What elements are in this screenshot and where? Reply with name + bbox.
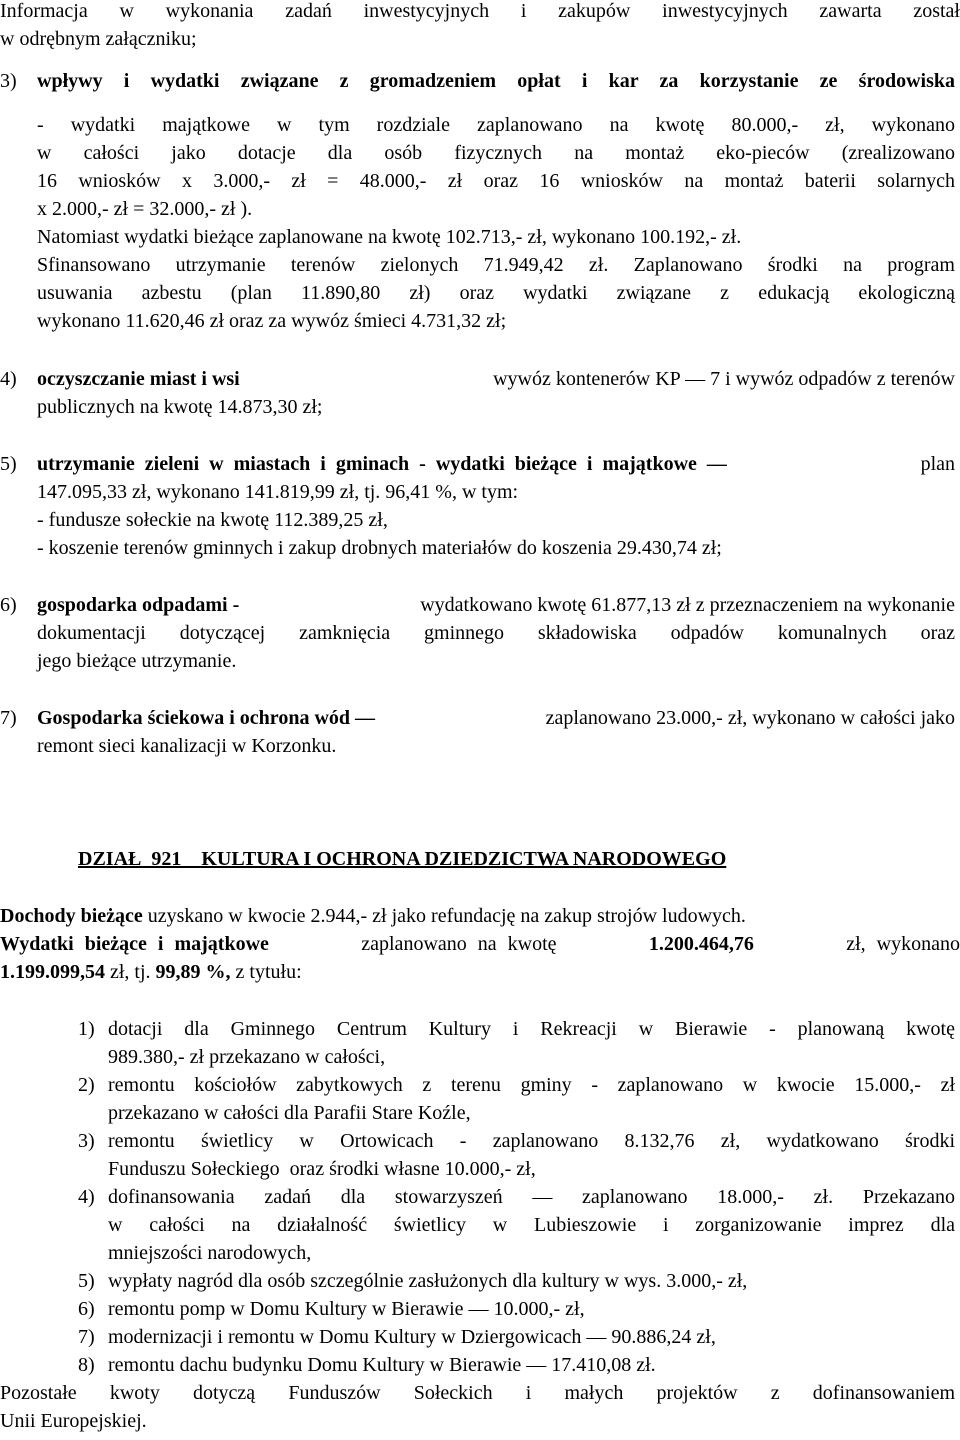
list-item-line: 989.380,- zł przekazano w całości, (108, 1046, 386, 1068)
list-item-line: remontu pomp w Domu Kultury w Bierawie — 10.000,- zł, (108, 1298, 585, 1320)
item-line (37, 365, 955, 393)
item-title: oczyszczanie miast i wsi (37, 368, 240, 390)
paragraph-text: z tytułu: (235, 961, 302, 983)
paragraph-line: x 2.000,- zł = 32.000,- zł ). (37, 198, 253, 220)
paragraph-text: zaplanowano na kwotę (361, 933, 557, 955)
list-item-label: 2) (78, 1074, 95, 1096)
list-item-line: dofinansowania zadań dla stowarzyszeń — zaplanowano 18.000,- zł. Przekazano (108, 1186, 955, 1208)
section-heading: DZIAŁ 921 KULTURA I OCHRONA DZIEDZICTWA NARODOWEGO (78, 848, 727, 870)
paragraph-line: publicznych na kwotę 14.873,30 zł; (37, 396, 323, 418)
list-item-line: Funduszu Sołeckiego oraz środki własne 10.000,- zł, (108, 1158, 536, 1180)
item-label: 7) (0, 707, 17, 729)
list-item-label: 5) (78, 1270, 95, 1292)
paragraph-line: Natomiast wydatki bieżące zaplanowane na kwotę 102.713,- zł, wykonano 100.192,- zł. (37, 226, 742, 248)
bold-amount: 1.199.099,54 (0, 961, 105, 983)
paragraph-text: zł, wykonano (846, 933, 960, 955)
item-text: plan (920, 453, 955, 475)
paragraph-line (0, 930, 960, 958)
item-line (37, 450, 955, 478)
list-item-line: remontu dachu budynku Domu Kultury w Bierawie — 17.410,08 zł. (108, 1354, 656, 1376)
list-item-line: przekazano w całości dla Parafii Stare Koźle, (108, 1102, 471, 1124)
paragraph-line: - fundusze sołeckie na kwotę 112.389,25 zł, (37, 509, 388, 531)
paragraph-line: w całości jako dotacje dla osób fizycznych na montaż eko-pieców (zrealizowano (37, 142, 955, 164)
list-item-line: dotacji dla Gminnego Centrum Kultury i Rekreacji w Bierawie - planowaną kwotę (108, 1018, 955, 1040)
paragraph-line: wykonano 11.620,46 zł oraz za wywóz śmieci 4.731,32 zł; (37, 310, 507, 332)
paragraph-line: Unii Europejskiej. (0, 1410, 147, 1432)
item-label: 4) (0, 368, 17, 390)
item-label: 6) (0, 594, 17, 616)
list-item-label: 1) (78, 1018, 95, 1040)
item-text: zaplanowano 23.000,- zł, wykonano w całości jako (545, 707, 955, 729)
paragraph-line: - koszenie terenów gminnych i zakup drobnych materiałów do koszenia 29.430,74 zł; (37, 537, 722, 559)
bold-percent: 99,89 %, (155, 961, 231, 983)
paragraph-line: w odrębnym załączniku; (0, 28, 197, 50)
list-item-line: remontu świetlicy w Ortowicach - zaplanowano 8.132,76 zł, wydatkowano środki (108, 1130, 955, 1152)
item-title: Gospodarka ściekowa i ochrona wód — (37, 707, 376, 729)
list-item-label: 6) (78, 1298, 95, 1320)
paragraph-text: uzyskano w kwocie 2.944,- zł jako refundację na zakup strojów ludowych. (147, 905, 746, 927)
paragraph-line: 16 wniosków x 3.000,- zł = 48.000,- zł oraz 16 wniosków na montaż baterii solarnych (37, 170, 955, 192)
paragraph-line: Informacja w wykonania zadań inwestycyjnych i zakupów inwestycyjnych zawarta został (0, 0, 960, 22)
bold-term: Wydatki bieżące i majątkowe (0, 933, 269, 955)
list-item-line: remontu kościołów zabytkowych z terenu gminy - zaplanowano w kwocie 15.000,- zł (108, 1074, 955, 1096)
item-line (37, 704, 955, 732)
paragraph-line: remont sieci kanalizacji w Korzonku. (37, 735, 337, 757)
bold-amount: 1.200.464,76 (648, 933, 754, 955)
paragraph-line (0, 958, 960, 986)
list-item-label: 8) (78, 1354, 95, 1376)
item-title: gospodarka odpadami - (37, 594, 240, 616)
list-item-line: w całości na działalność świetlicy w Lubieszowie i zorganizowanie imprez dla (108, 1214, 955, 1236)
list-item-label: 3) (78, 1130, 95, 1152)
list-item-line: wypłaty nagród dla osób szczególnie zasłużonych dla kultury w wys. 3.000,- zł, (108, 1270, 748, 1292)
item-label: 3) (0, 70, 17, 92)
paragraph-line (0, 902, 960, 930)
list-item-label: 7) (78, 1326, 95, 1348)
paragraph-line: dokumentacji dotyczącej zamknięcia gminnego składowiska odpadów komunalnych oraz (37, 622, 955, 644)
paragraph-line: jego bieżące utrzymanie. (37, 650, 237, 672)
item-title: wpływy i wydatki związane z gromadzeniem opłat i kar za korzystanie ze środowiska (37, 70, 955, 92)
item-title: utrzymanie zieleni w miastach i gminach - wydatki bieżące i majątkowe — (37, 453, 727, 475)
list-item-line: modernizacji i remontu w Domu Kultury w Dziergowicach — 90.886,24 zł, (108, 1326, 716, 1348)
list-item-label: 4) (78, 1186, 95, 1208)
paragraph-text: zł, tj. (110, 961, 151, 983)
item-text: wywóz kontenerów KP — 7 i wywóz odpadów z terenów (493, 368, 955, 390)
paragraph-line: - wydatki majątkowe w tym rozdziale zaplanowano na kwotę 80.000,- zł, wykonano (37, 114, 955, 136)
list-item-line: mniejszości narodowych, (108, 1242, 312, 1264)
item-label: 5) (0, 453, 17, 475)
bold-term: Dochody bieżące (0, 905, 143, 927)
paragraph-line: Pozostałe kwoty dotyczą Funduszów Sołeckich i małych projektów z dofinansowaniem (0, 1382, 955, 1404)
paragraph-line: 147.095,33 zł, wykonano 141.819,99 zł, tj. 96,41 %, w tym: (37, 481, 519, 503)
paragraph-line: usuwania azbestu (plan 11.890,80 zł) oraz wydatki związane z edukacją ekologiczną (37, 282, 955, 304)
item-line (37, 591, 955, 619)
paragraph-line: Sfinansowano utrzymanie terenów zielonych 71.949,42 zł. Zaplanowano środki na program (37, 254, 955, 276)
item-text: wydatkowano kwotę 61.877,13 zł z przeznaczeniem na wykonanie (420, 594, 955, 616)
